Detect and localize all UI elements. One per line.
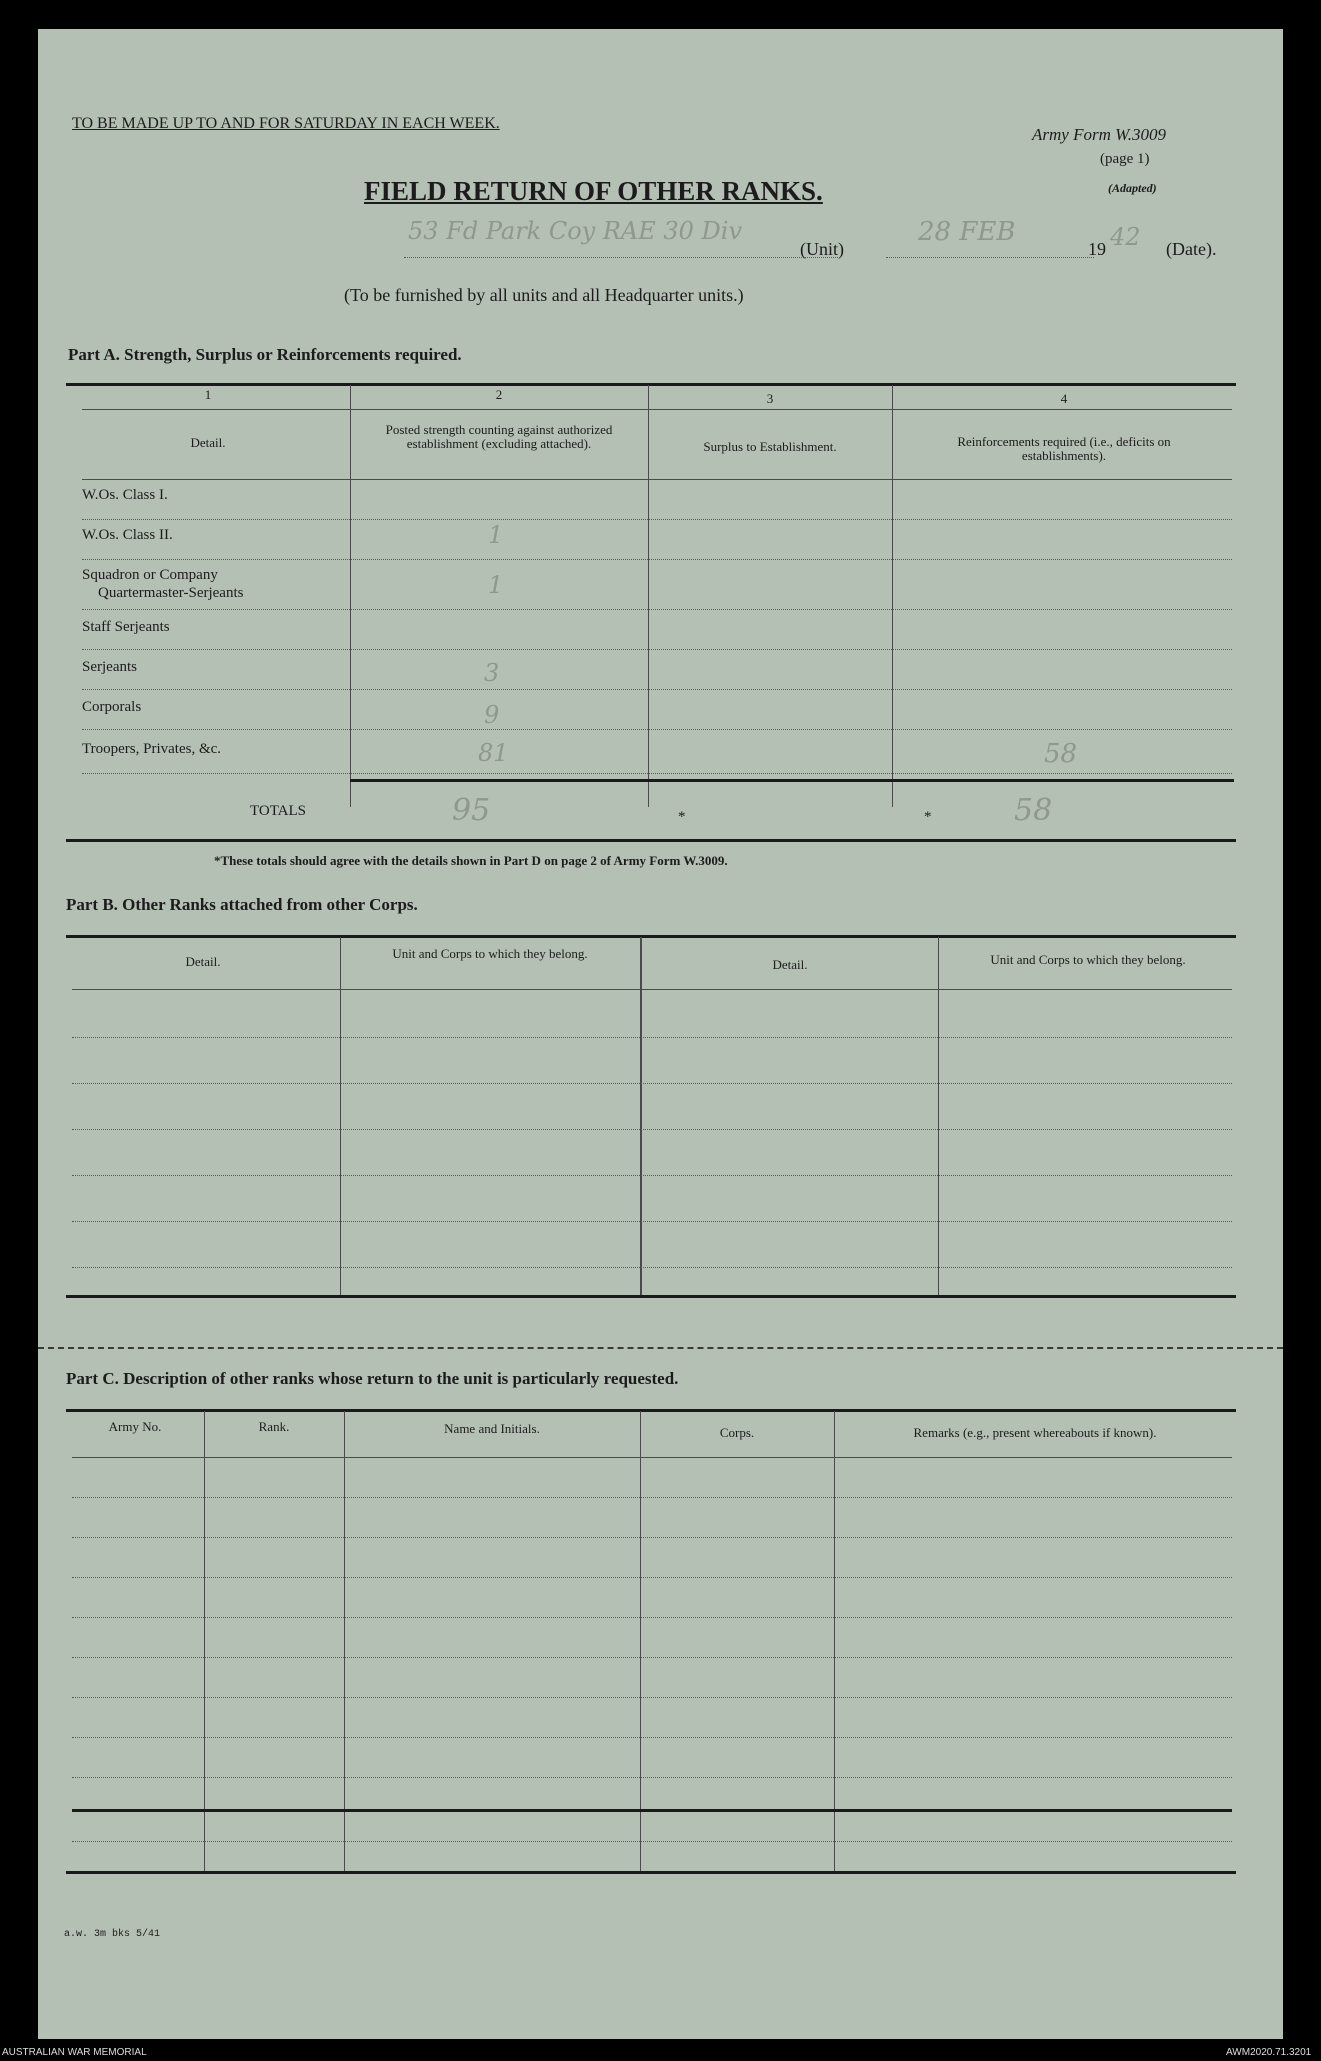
part-b-center-divider [640,937,642,1295]
date-dotted-line [886,257,1094,258]
part-b-row-rule [72,1221,1232,1222]
part-c-header-name: Name and Initials. [444,1421,540,1436]
part-c-col-divider [834,1411,835,1871]
part-c-header-remarks: Remarks (e.g., present whereabouts if known). [913,1425,1157,1440]
unit-dotted-line [404,257,838,258]
part-b-header-unit-2: Unit and Corps to which they belong. [990,952,1186,967]
row-detail-cpl: Corporals [82,699,142,715]
row-detail-troopers: Troopers, Privates, &c. [82,741,222,757]
totals-surplus-mark: * [678,809,686,825]
part-a-bottom-rule [66,839,1236,842]
part-b-header-unit-1: Unit and Corps to which they belong. [392,946,588,961]
part-c-row-rule [72,1537,1232,1538]
row-detail-sgt: Serjeants [82,659,137,675]
part-c-row-rule [72,1577,1232,1578]
part-a-col-divider [350,385,351,807]
year-prefix: 19 [1088,239,1106,259]
totals-reinf-mark: * [924,809,932,825]
footer-institution: AUSTRALIAN WAR MEMORIAL [2,2047,147,2058]
part-b-col-divider [340,937,341,1295]
row-detail-wo2: W.Os. Class II. [82,527,173,543]
totals-reinf: 58 [1014,793,1053,828]
part-b-header-rule [72,989,1232,990]
part-c-bottom-rule [66,1871,1236,1874]
row-rule [82,689,1232,690]
form-id: Army Form W.3009 [1032,125,1166,144]
row-detail-cqms-2: Quartermaster-Serjeants [98,585,244,601]
part-b-row-rule [72,1037,1232,1038]
date-label: (Date). [1166,239,1217,259]
header-rule [82,479,1232,480]
footer-accession: AWM2020.71.3201 [1226,2047,1312,2058]
row-rule [82,729,1232,730]
part-a-top-rule [66,383,1236,386]
unit-handwritten: 53 Fd Park Coy RAE 30 Div [408,217,743,245]
reinf-troopers: 58 [1044,739,1078,769]
row-rule [82,519,1232,520]
posted-troopers: 81 [478,739,509,767]
row-detail-cqms-1: Squadron or Company [82,567,218,583]
date-handwritten: 28 FEB [918,217,1016,247]
part-b-row-rule [72,1083,1232,1084]
posted-cqms: 1 [488,571,504,599]
col-number-1: 1 [204,387,212,402]
row-rule [82,773,1232,774]
form-sheet [38,29,1283,2039]
part-b-bottom-rule [66,1295,1236,1298]
part-c-top-rule [66,1409,1236,1412]
part-c-row-rule [72,1617,1232,1618]
part-c-col-divider [344,1411,345,1871]
part-b-header-detail-2: Detail. [772,957,808,972]
part-b-row-rule [72,1175,1232,1176]
part-b-header-detail-1: Detail. [185,954,221,969]
part-c-header-army-no: Army No. [108,1419,162,1434]
col-number-2: 2 [495,387,503,402]
print-code: a.w. 3m bks 5/41 [64,1929,161,1940]
year-handwritten: 42 [1110,223,1141,251]
totals-top-rule [350,779,1234,782]
form-page: (page 1) [1100,151,1150,167]
col-number-rule [82,409,1232,410]
part-c-header-rule [72,1457,1232,1458]
part-c-row-rule [72,1841,1232,1842]
col-header-posted: Posted strength counting against authorized establishment (excluding attached). [385,422,613,451]
part-c-row-rule [72,1497,1232,1498]
col-header-surplus: Surplus to Establishment. [703,439,837,454]
col-header-detail: Detail. [190,435,226,450]
part-a-col-divider [892,385,893,807]
part-b-row-rule [72,1267,1232,1268]
instruction-text: TO BE MADE UP TO AND FOR SATURDAY IN EACH WEEK. [72,115,500,132]
part-c-title: Part C. Description of other ranks whose return to the unit is particularly requested. [66,1369,679,1388]
totals-label: TOTALS [250,803,307,819]
part-b-title: Part B. Other Ranks attached from other Corps. [66,895,418,914]
posted-sgt: 3 [484,659,500,687]
col-number-4: 4 [1060,391,1068,406]
part-c-header-corps: Corps. [719,1425,755,1440]
part-c-row-rule [72,1657,1232,1658]
part-c-col-divider [640,1411,641,1871]
unit-label: (Unit) [800,239,844,259]
part-c-header-rank: Rank. [258,1419,290,1434]
posted-wo2: 1 [488,521,504,549]
row-detail-wo1: W.Os. Class I. [82,487,168,503]
part-a-footnote: *These totals should agree with the details shown in Part D on page 2 of Army Form W.3009. [214,853,728,868]
part-b-col-divider [938,937,939,1295]
part-a-title: Part A. Strength, Surplus or Reinforcements required. [68,345,462,364]
perforation-line [38,1347,1283,1349]
form-adapted: (Adapted) [1108,181,1157,195]
part-c-row-rule [72,1737,1232,1738]
furnish-note: (To be furnished by all units and all Headquarter units.) [344,285,744,305]
part-b-row-rule [72,1129,1232,1130]
part-c-col-divider [204,1411,205,1871]
row-rule [82,559,1232,560]
part-b-top-rule [66,935,1236,938]
col-header-reinforcements: Reinforcements required (i.e., deficits on establishments). [957,434,1171,463]
row-rule [82,649,1232,650]
part-c-row-rule [72,1777,1232,1778]
part-c-row-rule [72,1697,1232,1698]
row-rule [82,609,1232,610]
col-number-3: 3 [766,391,774,406]
totals-posted: 95 [452,793,491,828]
part-c-thick-rule [72,1809,1232,1812]
page-title: FIELD RETURN OF OTHER RANKS. [364,176,823,206]
posted-cpl: 9 [484,701,500,729]
row-detail-staff-sgt: Staff Serjeants [82,619,170,635]
